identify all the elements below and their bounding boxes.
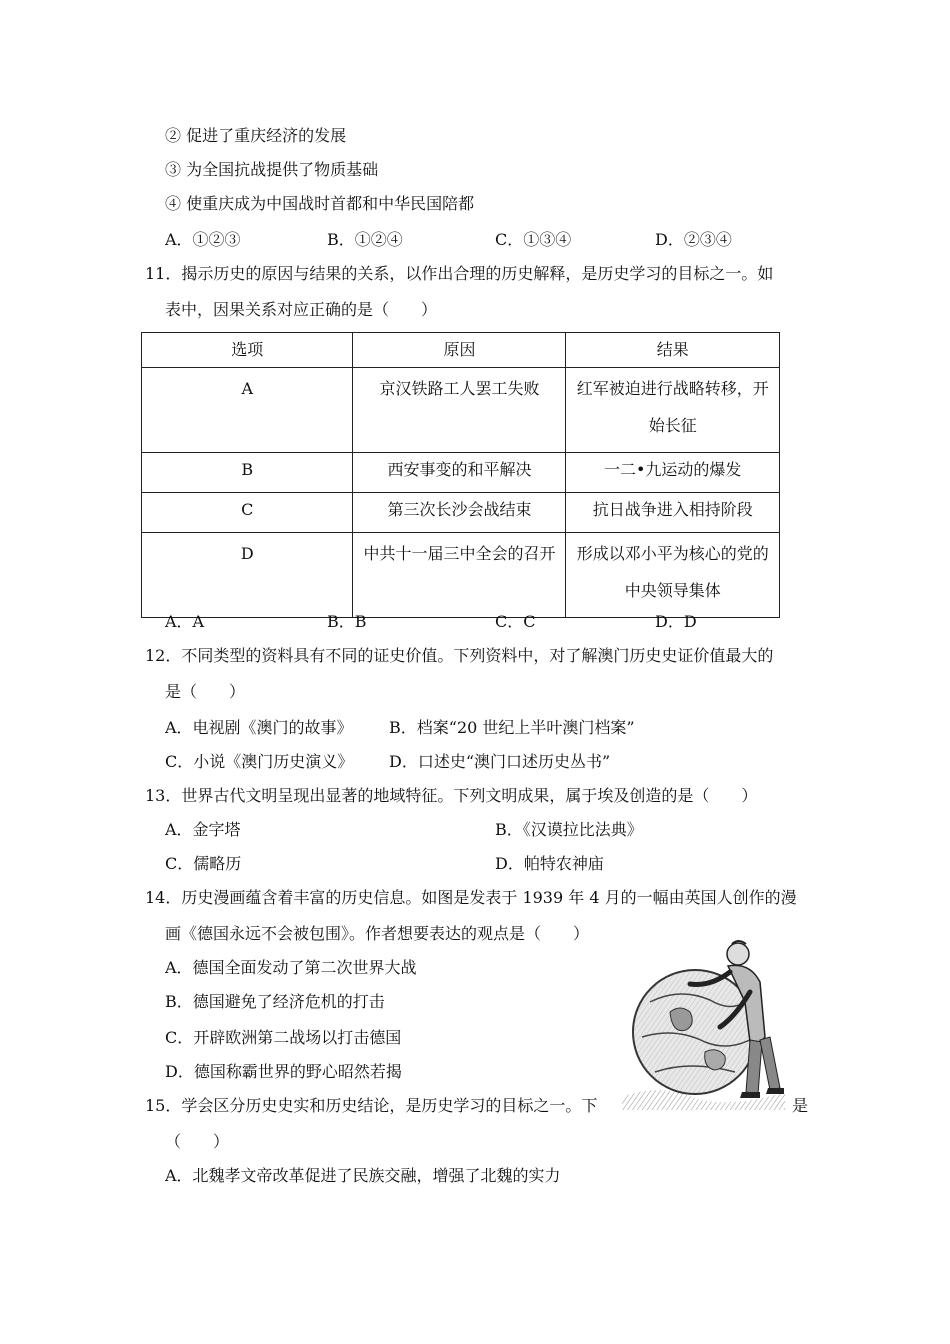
q13-option-b[interactable]: B．《汉谟拉比法典》 xyxy=(495,820,643,839)
table-row xyxy=(142,493,780,533)
table-cell-cause: 第三次长沙会战结束 xyxy=(353,493,566,533)
cause-effect-table xyxy=(141,332,780,618)
q11-option-b[interactable]: B．B xyxy=(327,612,367,631)
q10-option-c[interactable]: C．①③④ xyxy=(495,230,572,249)
q14-option-d[interactable]: D．德国称霸世界的野心昭然若揭 xyxy=(165,1062,402,1081)
q11-option-d[interactable]: D．D xyxy=(655,612,697,631)
table-header-result: 结果 xyxy=(566,333,780,368)
table-cell-cause: 西安事变的和平解决 xyxy=(353,453,566,493)
table-cell-result: 抗日战争进入相持阶段 xyxy=(566,493,780,533)
q11-stem-line2: 表中，因果关系对应正确的是（ ） xyxy=(165,300,438,319)
table-cell-result: 形成以邓小平为核心的党的中央领导集体 xyxy=(566,533,780,618)
q12-option-c[interactable]: C．小说《澳门历史演义》 xyxy=(165,752,354,771)
table-header-row xyxy=(142,333,780,368)
q14-stem-line1: 14．历史漫画蕴含着丰富的历史信息。如图是发表于 1939 年 4 月的一幅由英国人创作的漫 xyxy=(145,888,797,907)
q13-option-c[interactable]: C．儒略历 xyxy=(165,854,242,873)
q14-option-c[interactable]: C．开辟欧洲第二战场以打击德国 xyxy=(165,1028,402,1047)
q15-stem-line2: （ ） xyxy=(165,1132,230,1151)
q12-stem-line2: 是（ ） xyxy=(165,682,246,701)
table-cell-option: B xyxy=(142,453,353,493)
q15-stem-tail: 是 xyxy=(792,1096,809,1115)
table-cell-result: 红军被迫进行战略转移，开始长征 xyxy=(566,368,780,453)
q11-option-c[interactable]: C．C xyxy=(495,612,536,631)
q10-option-b[interactable]: B．①②④ xyxy=(327,230,403,249)
q12-option-a[interactable]: A．电视剧《澳门的故事》 xyxy=(165,718,353,737)
table-cell-cause: 中共十一届三中全会的召开 xyxy=(353,533,566,618)
q15-option-a[interactable]: A．北魏孝文帝改革促进了民族交融，增强了北魏的实力 xyxy=(165,1166,561,1185)
q11-option-a[interactable]: A．A xyxy=(165,612,205,631)
q10-item-3: ③ 为全国抗战提供了物质基础 xyxy=(165,160,379,179)
table-header-option: 选项 xyxy=(142,333,353,368)
table-header-cause: 原因 xyxy=(353,333,566,368)
q10-item-4: ④ 使重庆成为中国战时首都和中华民国陪都 xyxy=(165,194,475,213)
table-cell-option: C xyxy=(142,493,353,533)
q15-stem-line1: 15．学会区分历史史实和历史结论，是历史学习的目标之一。下 xyxy=(145,1096,598,1115)
q11-stem-line1: 11．揭示历史的原因与结果的关系，以作出合理的历史解释，是历史学习的目标之一。如 xyxy=(145,264,774,283)
q13-stem: 13．世界古代文明呈现出显著的地域特征。下列文明成果，属于埃及创造的是（ ） xyxy=(145,786,758,805)
table-cell-option: A xyxy=(142,368,353,453)
q10-option-d[interactable]: D．②③④ xyxy=(655,230,732,249)
table-row xyxy=(142,533,780,618)
q10-option-a[interactable]: A．①②③ xyxy=(165,230,241,249)
q13-option-a[interactable]: A．金字塔 xyxy=(165,820,241,839)
q12-option-b[interactable]: B．档案“20 世纪上半叶澳门档案” xyxy=(389,718,635,737)
q12-stem-line1: 12．不同类型的资料具有不同的证史价值。下列资料中，对了解澳门历史史证价值最大的 xyxy=(145,646,774,665)
q12-option-d[interactable]: D．口述史“澳门口述历史丛书” xyxy=(389,752,611,771)
table-row xyxy=(142,368,780,453)
table-cell-cause: 京汉铁路工人罢工失败 xyxy=(353,368,566,453)
q14-stem-line2: 画《德国永远不会被包围》。作者想要表达的观点是（ ） xyxy=(165,924,590,943)
q13-option-d[interactable]: D．帕特农神庙 xyxy=(495,854,604,873)
q10-item-2: ② 促进了重庆经济的发展 xyxy=(165,126,347,145)
table-row xyxy=(142,453,780,493)
cartoon-image xyxy=(620,932,792,1112)
q14-option-b[interactable]: B．德国避免了经济危机的打击 xyxy=(165,992,385,1011)
q14-option-a[interactable]: A．德国全面发动了第二次世界大战 xyxy=(165,958,417,977)
table-cell-result: 一二•九运动的爆发 xyxy=(566,453,780,493)
table-cell-option: D xyxy=(142,533,353,618)
